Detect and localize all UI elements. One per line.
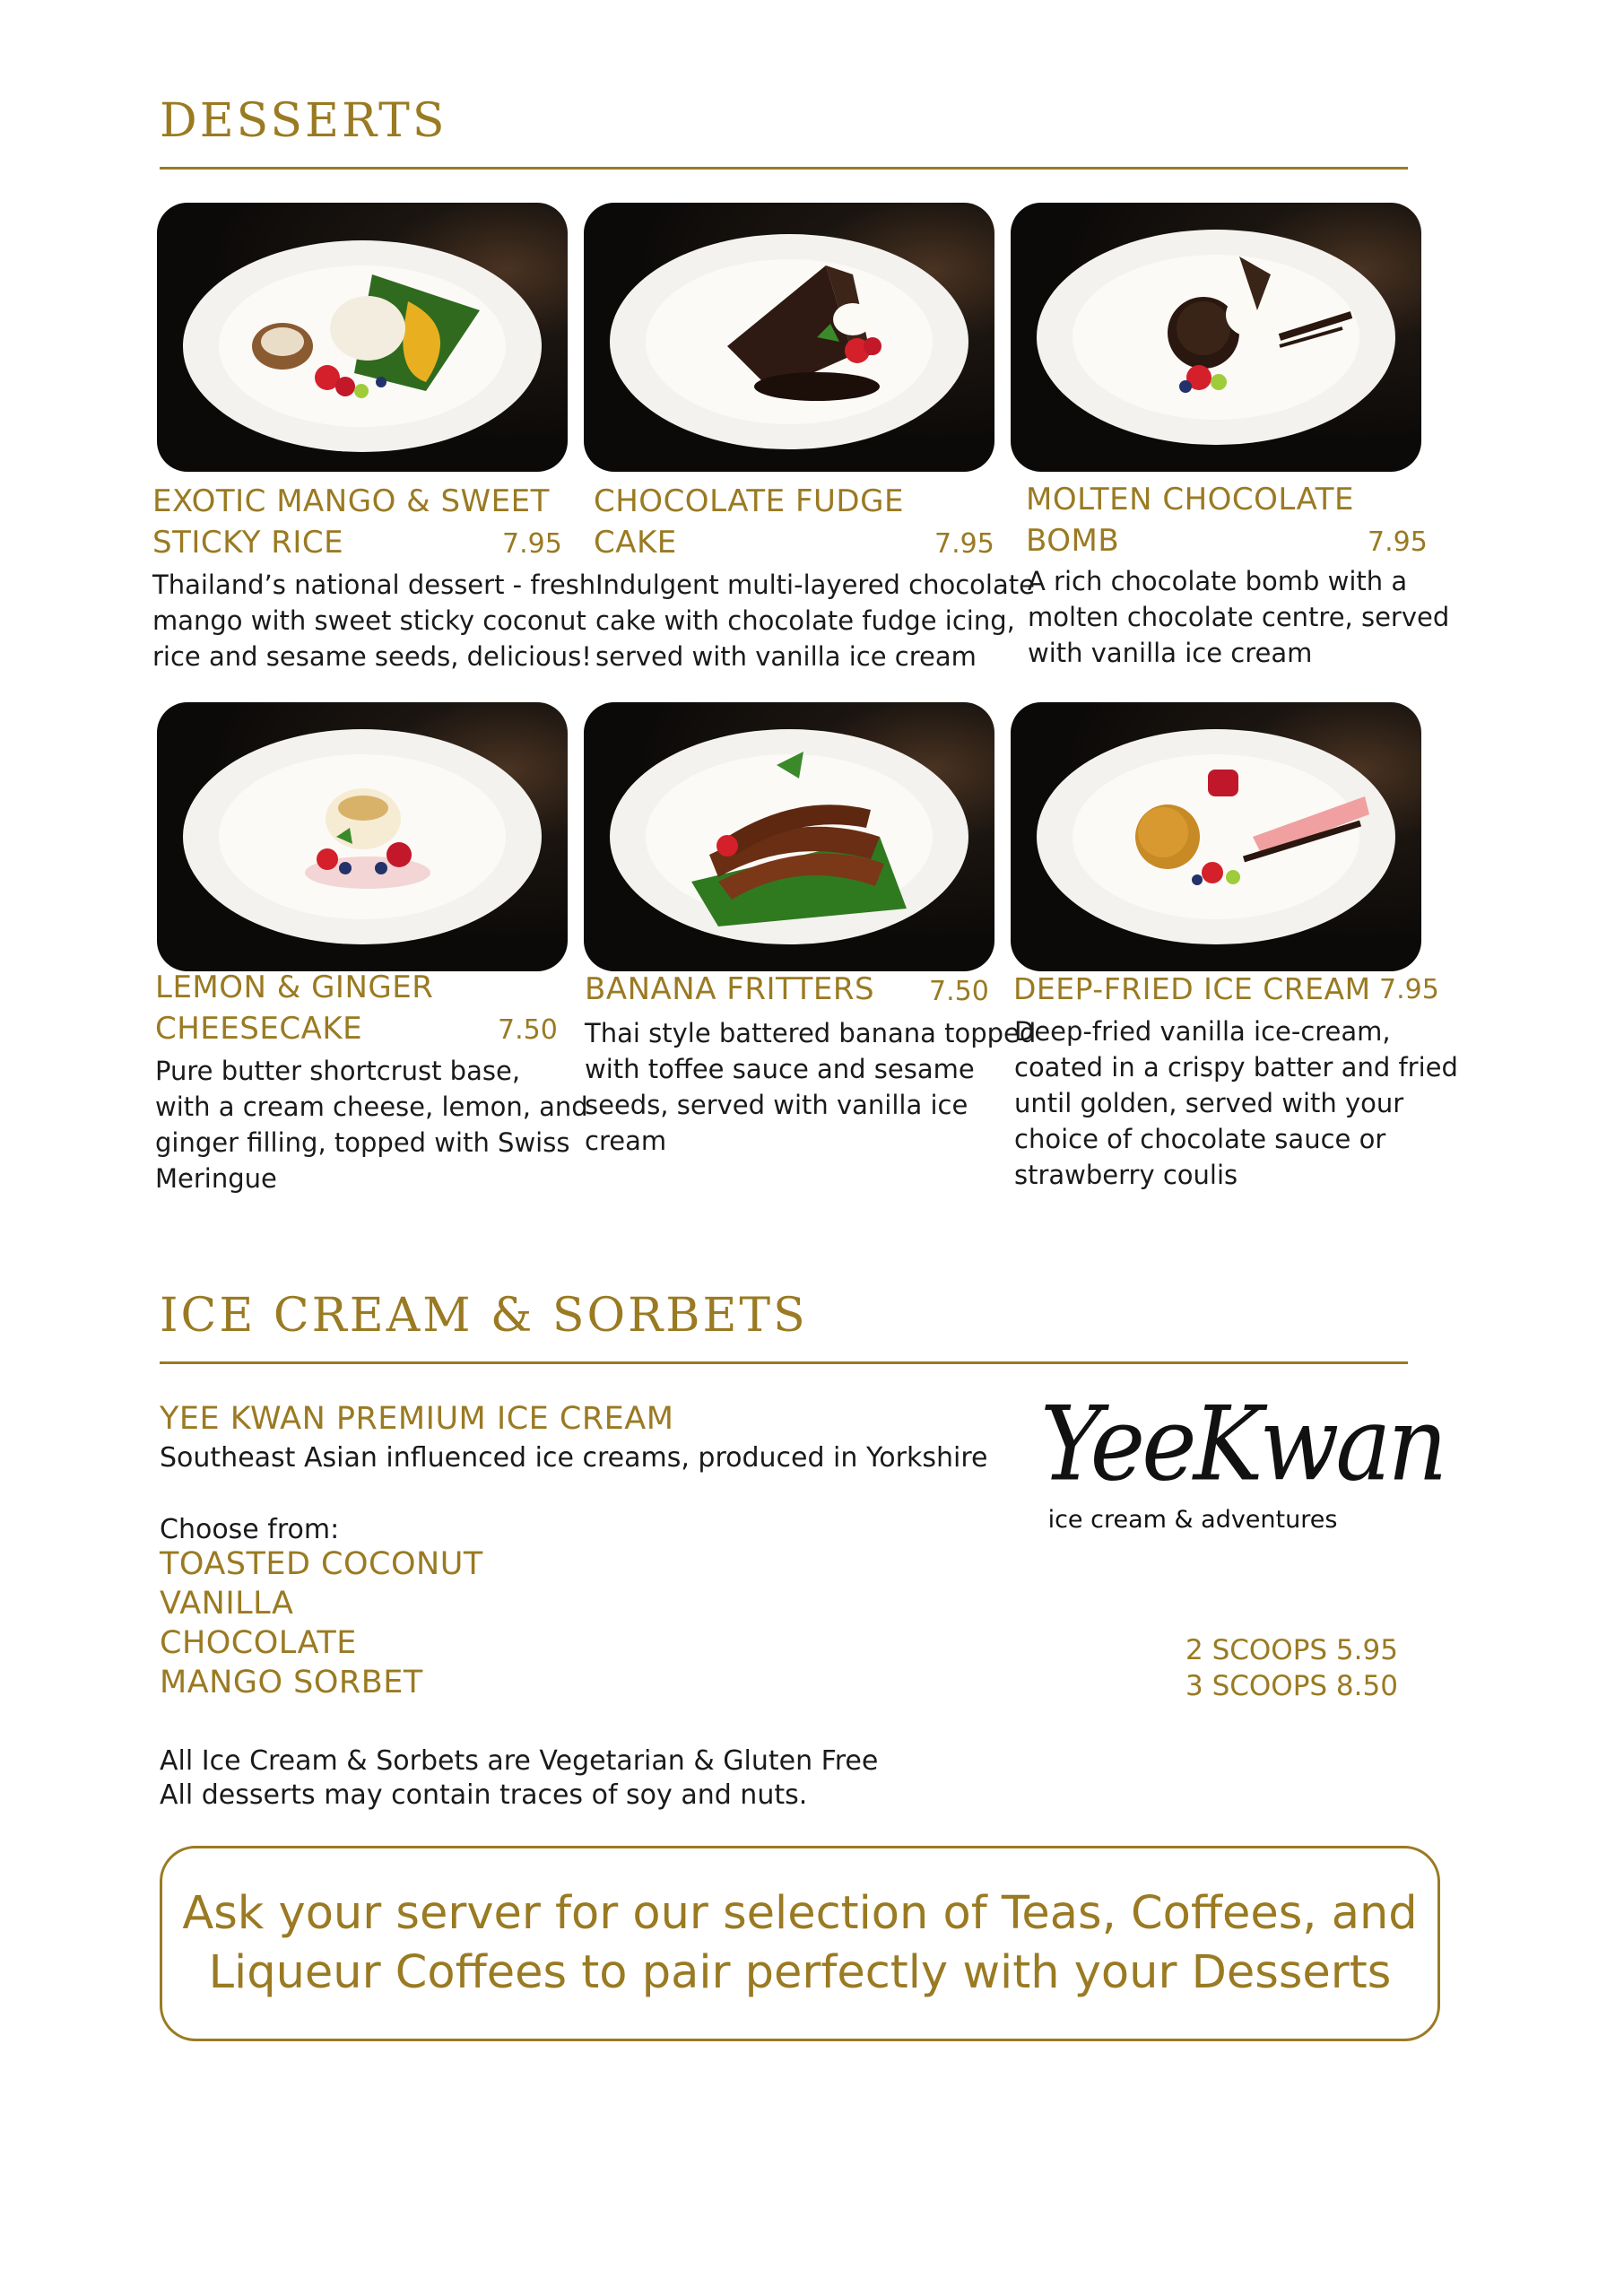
deep-fried-ice-cream-photo: [1011, 702, 1421, 971]
dietary-notes: [160, 1744, 878, 1813]
description-line: Thailand’s national dessert - fresh: [152, 570, 596, 600]
description-line: Thai style battered banana topped: [585, 1018, 1037, 1048]
mango-sticky-rice-photo: [157, 203, 568, 472]
desserts-divider: [160, 167, 1408, 170]
description-line: strawberry coulis: [1014, 1160, 1238, 1190]
banana-fritters-description: [585, 1015, 1036, 1159]
banana-fritters-photo: [584, 702, 994, 971]
banana-fritters-price: 7.50: [929, 976, 989, 1007]
lemon-ginger-cheesecake-photo: [157, 702, 568, 971]
description-line: until golden, served with your: [1014, 1088, 1404, 1118]
flavor-item: VANILLA: [160, 1586, 294, 1622]
chocolate-fudge-cake-description: [595, 567, 1035, 674]
pairing-line: Ask your server for our selection of Teas, Coffees, and: [182, 1887, 1418, 1940]
description-line: Deep-fried vanilla ice-cream,: [1014, 1016, 1391, 1047]
molten-chocolate-bomb-title-line2: BOMB: [1026, 523, 1120, 559]
banana-fritters-title: BANANA FRITTERS: [585, 971, 875, 1007]
description-line: ginger filling, topped with Swiss: [155, 1127, 570, 1158]
lemon-ginger-cheesecake-price: 7.50: [498, 1014, 558, 1046]
description-line: coated in a crispy batter and fried: [1014, 1052, 1458, 1083]
flavor-item: MANGO SORBET: [160, 1665, 423, 1700]
description-line: Indulgent multi-layered chocolate: [595, 570, 1035, 600]
flavor-item: TOASTED COCONUT: [160, 1546, 483, 1582]
deep-fried-ice-cream-description: [1014, 1013, 1458, 1193]
description-line: seeds, served with vanilla ice: [585, 1090, 968, 1120]
drink-pairing-text: [182, 1884, 1417, 2003]
premium-ice-cream-title: YEE KWAN PREMIUM ICE CREAM: [160, 1401, 674, 1437]
description-line: with vanilla ice cream: [1028, 638, 1313, 668]
description-line: mango with sweet sticky coconut: [152, 605, 586, 636]
pairing-line: Liqueur Coffees to pair perfectly with your Desserts: [208, 1946, 1392, 1999]
flavor-list: [160, 1544, 483, 1702]
lemon-ginger-cheesecake-description: [155, 1053, 588, 1196]
description-line: choice of chocolate sauce or: [1014, 1124, 1386, 1154]
mango-sticky-rice-description: [152, 567, 595, 674]
description-line: Meringue: [155, 1163, 277, 1194]
two-scoops-price: 2 SCOOPS 5.95: [1185, 1634, 1398, 1666]
description-line: cream: [585, 1126, 667, 1156]
chocolate-fudge-cake-title-line2: CAKE: [594, 525, 677, 561]
mango-sticky-rice-price: 7.95: [502, 528, 562, 560]
mango-sticky-rice-title-line1: EXOTIC MANGO & SWEET: [152, 483, 550, 519]
molten-chocolate-bomb-description: [1028, 563, 1449, 671]
scoop-prices: [1185, 1632, 1398, 1704]
description-line: with toffee sauce and sesame: [585, 1054, 975, 1084]
chocolate-fudge-cake-photo: [584, 203, 994, 472]
ice-cream-divider: [160, 1361, 1408, 1364]
description-line: with a cream cheese, lemon, and: [155, 1091, 588, 1122]
molten-chocolate-bomb-price: 7.95: [1368, 526, 1428, 558]
ice-cream-heading: ICE CREAM & SORBETS: [160, 1289, 808, 1343]
description-line: rice and sesame seeds, delicious!: [152, 641, 592, 672]
desserts-heading: DESSERTS: [160, 94, 447, 148]
description-line: A rich chocolate bomb with a: [1028, 566, 1408, 596]
vegetarian-note: All Ice Cream & Sorbets are Vegetarian & Gluten Free: [160, 1745, 879, 1777]
description-line: molten chocolate centre, served: [1028, 602, 1450, 632]
flavor-item: CHOCOLATE: [160, 1625, 357, 1661]
choose-from-label: Choose from:: [160, 1514, 340, 1545]
drink-pairing-banner: [160, 1846, 1440, 2041]
chocolate-fudge-cake-price: 7.95: [934, 528, 994, 560]
molten-chocolate-bomb-photo: [1011, 203, 1421, 472]
yee-kwan-wordmark: YeeKwan: [1040, 1383, 1445, 1505]
chocolate-fudge-cake-title-line1: CHOCOLATE FUDGE: [594, 483, 904, 519]
molten-chocolate-bomb-title-line1: MOLTEN CHOCOLATE: [1026, 482, 1355, 517]
allergen-note: All desserts may contain traces of soy and nuts.: [160, 1779, 808, 1811]
lemon-ginger-cheesecake-title-line2: CHEESECAKE: [155, 1011, 363, 1047]
yee-kwan-tagline: ice cream & adventures: [1047, 1506, 1338, 1534]
description-line: Pure butter shortcrust base,: [155, 1056, 521, 1086]
lemon-ginger-cheesecake-title-line1: LEMON & GINGER: [155, 970, 434, 1005]
yee-kwan-logo: [1040, 1383, 1445, 1574]
premium-ice-cream-subtitle: Southeast Asian influenced ice creams, produced in Yorkshire: [160, 1442, 988, 1474]
mango-sticky-rice-title-line2: STICKY RICE: [152, 525, 344, 561]
deep-fried-ice-cream-title: DEEP-FRIED ICE CREAM: [1013, 971, 1371, 1006]
description-line: cake with chocolate fudge icing,: [595, 605, 1015, 636]
description-line: served with vanilla ice cream: [595, 641, 977, 672]
deep-fried-ice-cream-price: 7.95: [1379, 974, 1439, 1005]
three-scoops-price: 3 SCOOPS 8.50: [1185, 1670, 1398, 1702]
